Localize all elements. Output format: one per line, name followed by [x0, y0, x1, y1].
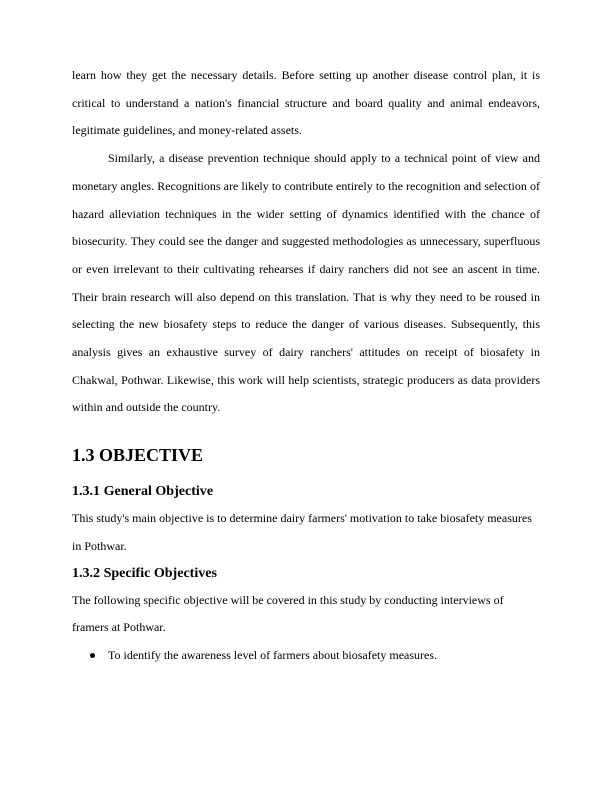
- specific-objectives-intro: The following specific objective will be covered in this study by conducting interviews of framers at Pothwar.: [72, 592, 504, 635]
- body-paragraph-2: Similarly, a disease prevention technique should apply to a technical point of view and monetary angles. Recognitions are likely to contribute entirely to the recognition and selection of hazard alleviation techniques in the wider setting of dynamics identified with the chance of biosecurity. They could see the danger and suggested methodologies as unnecessary, superfluous or even irrelevant to their cultivating rehearses if dairy ranchers did not see an ascent in time. Their brain research will also depend on this translation. That is why they need to be roused in selecting the new biosafety steps to reduce the danger of various diseases. Subsequently, this analysis gives an exhaustive survey of dairy ranchers' attitudes on receipt of biosafety in Chakwal, Pothwar. Likewise, this work will help scientists, strategic producers as data providers within and outside the country.: [72, 151, 540, 415]
- list-item-text: To identify the awareness level of farmers about biosafety measures.: [108, 647, 438, 662]
- subsection-heading-specific-objectives: 1.3.2 Specific Objectives: [72, 564, 217, 581]
- section-heading-objective: 1.3 OBJECTIVE: [72, 445, 204, 466]
- document-page: [72, 62, 540, 670]
- specific-objectives-list: [72, 642, 540, 670]
- subsection-heading-general-objective: 1.3.1 General Objective: [72, 483, 214, 500]
- list-item: [72, 642, 540, 670]
- bullet-icon: [90, 653, 95, 658]
- body-paragraph-1: learn how they get the necessary details. Before setting up another disease control plan, it is critical to understand a nation's financial structure and board quality and animal endeavors, legitimate guidelines, and money-related assets.: [72, 68, 540, 138]
- general-objective-text: This study's main objective is to determine dairy farmers' motivation to take biosafety measures in Pothwar.: [72, 511, 532, 553]
